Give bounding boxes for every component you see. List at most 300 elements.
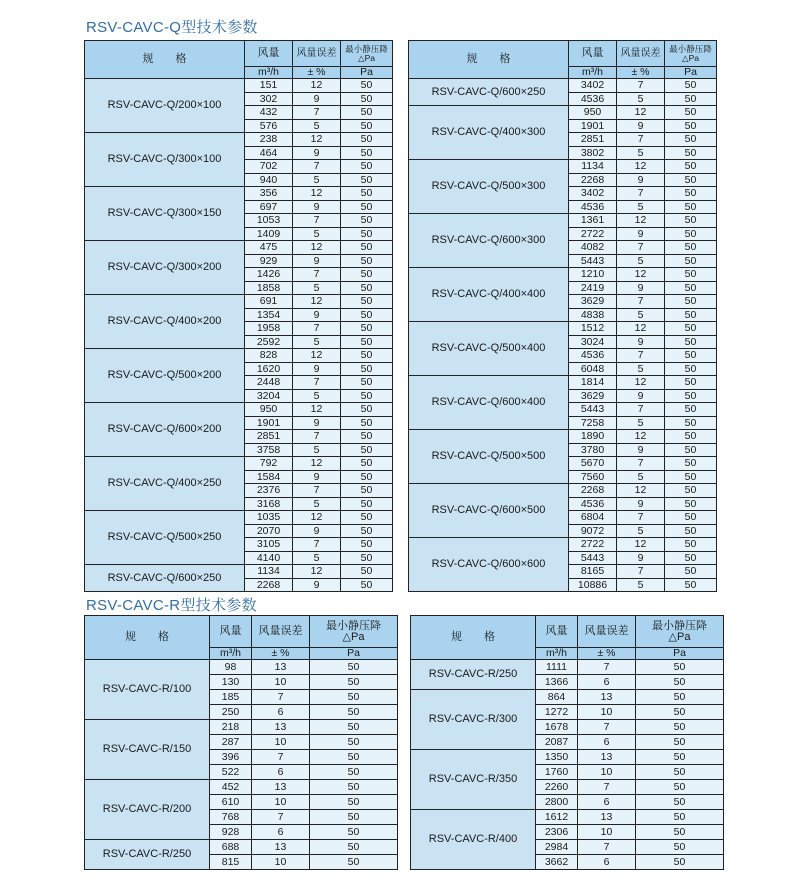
flow-cell: 1760 (536, 765, 578, 780)
spec-cell: RSV-CAVC-Q/500×300 (409, 160, 569, 214)
flow-cell: 1426 (245, 268, 293, 282)
flow-cell: 2800 (536, 795, 578, 810)
error-header: 风量误差 (617, 41, 665, 67)
pressure-cell: 50 (341, 79, 393, 93)
flow-cell: 3802 (569, 146, 617, 160)
pressure-cell: 50 (636, 690, 724, 705)
table-row (409, 160, 717, 174)
error-cell: 12 (617, 106, 665, 120)
pressure-cell: 50 (665, 416, 717, 430)
pressure-cell: 50 (310, 660, 398, 675)
error-cell: 12 (617, 214, 665, 228)
pressure-cell: 50 (636, 765, 724, 780)
flow-cell: 1958 (245, 322, 293, 336)
spec-cell: RSV-CAVC-Q/600×200 (85, 403, 245, 457)
pressure-header: 最小静压降 △Pa (665, 41, 717, 67)
error-cell: 9 (293, 470, 341, 484)
pressure-cell: 50 (341, 227, 393, 241)
table-row (85, 780, 398, 795)
flow-cell: 452 (210, 780, 252, 795)
pressure-cell: 50 (341, 335, 393, 349)
flow-cell: 6048 (569, 362, 617, 376)
r-spec-table (410, 615, 724, 870)
pressure-cell: 50 (665, 200, 717, 214)
table-row (409, 214, 717, 228)
flow-cell: 3204 (245, 389, 293, 403)
flow-cell: 1361 (569, 214, 617, 228)
error-cell: 7 (578, 780, 636, 795)
table-row (409, 538, 717, 552)
table-row (409, 79, 717, 93)
error-cell: 5 (617, 200, 665, 214)
error-cell: 9 (293, 308, 341, 322)
pressure-cell: 50 (341, 578, 393, 592)
error-cell: 9 (617, 443, 665, 457)
error-cell: 5 (617, 578, 665, 592)
pressure-cell: 50 (310, 735, 398, 750)
error-cell: 7 (578, 840, 636, 855)
flow-cell: 1134 (245, 565, 293, 579)
flow-cell: 792 (245, 457, 293, 471)
table-row (85, 720, 398, 735)
pressure-cell: 50 (665, 308, 717, 322)
pressure-cell: 50 (341, 389, 393, 403)
error-cell: 12 (617, 430, 665, 444)
error-cell: 5 (617, 254, 665, 268)
error-cell: 5 (293, 173, 341, 187)
pressure-cell: 50 (636, 795, 724, 810)
table-row (85, 241, 393, 255)
pressure-cell: 50 (665, 322, 717, 336)
error-cell: 6 (578, 855, 636, 870)
spec-cell: RSV-CAVC-Q/400×250 (85, 457, 245, 511)
table-row (409, 430, 717, 444)
pressure-cell: 50 (665, 227, 717, 241)
pressure-cell: 50 (636, 735, 724, 750)
flow-cell: 3758 (245, 443, 293, 457)
pressure-cell: 50 (665, 295, 717, 309)
spec-cell: RSV-CAVC-R/100 (85, 660, 210, 720)
flow-cell: 3402 (569, 79, 617, 93)
error-cell: 6 (578, 795, 636, 810)
spec-cell: RSV-CAVC-Q/400×400 (409, 268, 569, 322)
flow-cell: 250 (210, 705, 252, 720)
pressure-cell: 50 (665, 457, 717, 471)
error-cell: 10 (252, 795, 310, 810)
pressure-cell: 50 (636, 720, 724, 735)
flow-cell: 3024 (569, 335, 617, 349)
flow-cell: 2722 (569, 227, 617, 241)
error-cell: 10 (252, 735, 310, 750)
flow-header: 风量 (536, 616, 578, 648)
pressure-cell: 50 (665, 376, 717, 390)
pressure-cell: 50 (341, 349, 393, 363)
pressure-cell: 50 (341, 430, 393, 444)
flow-cell: 464 (245, 146, 293, 160)
error-cell: 12 (617, 376, 665, 390)
flow-cell: 2722 (569, 538, 617, 552)
spec-header: 规 格 (411, 616, 536, 660)
error-cell: 9 (617, 173, 665, 187)
pressure-cell: 50 (665, 173, 717, 187)
flow-unit: m³/h (536, 648, 578, 660)
spec-cell: RSV-CAVC-R/150 (85, 720, 210, 780)
flow-cell: 2070 (245, 524, 293, 538)
flow-cell: 3629 (569, 295, 617, 309)
table-row (411, 750, 724, 765)
error-cell: 5 (617, 308, 665, 322)
flow-cell: 929 (245, 254, 293, 268)
flow-cell: 1890 (569, 430, 617, 444)
flow-cell: 98 (210, 660, 252, 675)
table-row (409, 376, 717, 390)
error-cell: 5 (293, 443, 341, 457)
pressure-cell: 50 (310, 765, 398, 780)
pressure-cell: 50 (310, 795, 398, 810)
spec-header: 规 格 (409, 41, 569, 79)
pressure-cell: 50 (310, 690, 398, 705)
pressure-cell: 50 (341, 511, 393, 525)
pressure-cell: 50 (665, 551, 717, 565)
flow-cell: 2419 (569, 281, 617, 295)
pressure-cell: 50 (665, 349, 717, 363)
q-table-right (408, 40, 717, 592)
spec-cell: RSV-CAVC-Q/400×200 (85, 295, 245, 349)
pressure-cell: 50 (310, 720, 398, 735)
flow-cell: 1210 (569, 268, 617, 282)
error-cell: 5 (293, 227, 341, 241)
pressure-cell: 50 (341, 538, 393, 552)
pressure-cell: 50 (665, 281, 717, 295)
error-cell: 12 (293, 295, 341, 309)
error-cell: 9 (293, 200, 341, 214)
pressure-unit: Pa (665, 67, 717, 79)
flow-cell: 5670 (569, 457, 617, 471)
flow-cell: 1901 (245, 416, 293, 430)
pressure-cell: 50 (310, 840, 398, 855)
spec-cell: RSV-CAVC-Q/500×200 (85, 349, 245, 403)
flow-cell: 768 (210, 810, 252, 825)
flow-cell: 2851 (245, 430, 293, 444)
pressure-cell: 50 (665, 470, 717, 484)
pressure-cell: 50 (665, 335, 717, 349)
flow-cell: 3629 (569, 389, 617, 403)
error-cell: 5 (617, 416, 665, 430)
table-row (411, 690, 724, 705)
pressure-cell: 50 (636, 705, 724, 720)
flow-cell: 10886 (569, 578, 617, 592)
table-row (85, 349, 393, 363)
error-cell: 6 (578, 735, 636, 750)
error-cell: 5 (617, 362, 665, 376)
pressure-cell: 50 (341, 565, 393, 579)
flow-cell: 1814 (569, 376, 617, 390)
r-table-left (84, 615, 398, 870)
spec-cell: RSV-CAVC-R/300 (411, 690, 536, 750)
error-cell: 5 (617, 470, 665, 484)
error-cell: 12 (293, 511, 341, 525)
table-row (409, 484, 717, 498)
pressure-cell: 50 (636, 660, 724, 675)
pressure-cell: 50 (665, 565, 717, 579)
spec-cell: RSV-CAVC-Q/600×250 (85, 565, 245, 592)
error-unit: ± % (578, 648, 636, 660)
table-row (85, 133, 393, 147)
error-cell: 7 (293, 106, 341, 120)
flow-cell: 2268 (569, 173, 617, 187)
flow-cell: 432 (245, 106, 293, 120)
flow-cell: 1409 (245, 227, 293, 241)
error-cell: 7 (293, 538, 341, 552)
pressure-cell: 50 (310, 675, 398, 690)
spec-cell: RSV-CAVC-R/200 (85, 780, 210, 840)
error-header: 风量误差 (252, 616, 310, 648)
pressure-cell: 50 (310, 750, 398, 765)
flow-cell: 151 (245, 79, 293, 93)
pressure-cell: 50 (665, 443, 717, 457)
flow-cell: 2851 (569, 133, 617, 147)
error-header: 风量误差 (293, 41, 341, 67)
spec-header: 规 格 (85, 41, 245, 79)
pressure-cell: 50 (665, 403, 717, 417)
spec-cell: RSV-CAVC-Q/600×250 (409, 79, 569, 106)
table-row (85, 187, 393, 201)
spec-cell: RSV-CAVC-Q/600×400 (409, 376, 569, 430)
flow-cell: 697 (245, 200, 293, 214)
table-row (85, 565, 393, 579)
flow-cell: 1366 (536, 675, 578, 690)
error-cell: 9 (617, 227, 665, 241)
error-cell: 7 (617, 511, 665, 525)
pressure-cell: 50 (341, 254, 393, 268)
flow-cell: 1584 (245, 470, 293, 484)
pressure-cell: 50 (310, 825, 398, 840)
flow-cell: 688 (210, 840, 252, 855)
pressure-cell: 50 (665, 254, 717, 268)
error-cell: 10 (252, 855, 310, 870)
error-cell: 6 (252, 825, 310, 840)
flow-cell: 1512 (569, 322, 617, 336)
pressure-cell: 50 (341, 322, 393, 336)
pressure-cell: 50 (341, 146, 393, 160)
r-table-right (410, 615, 724, 870)
pressure-cell: 50 (665, 430, 717, 444)
pressure-cell: 50 (665, 106, 717, 120)
pressure-cell: 50 (665, 214, 717, 228)
error-cell: 12 (293, 349, 341, 363)
flow-cell: 6804 (569, 511, 617, 525)
flow-cell: 702 (245, 160, 293, 174)
table-row (85, 660, 398, 675)
error-cell: 12 (617, 160, 665, 174)
flow-cell: 3402 (569, 187, 617, 201)
flow-cell: 1134 (569, 160, 617, 174)
q-section-title: RSV-CAVC-Q型技术参数 (86, 19, 258, 36)
flow-cell: 4536 (569, 92, 617, 106)
pressure-cell: 50 (341, 484, 393, 498)
flow-cell: 864 (536, 690, 578, 705)
flow-cell: 1272 (536, 705, 578, 720)
spec-cell: RSV-CAVC-Q/500×500 (409, 430, 569, 484)
error-cell: 9 (617, 335, 665, 349)
pressure-cell: 50 (310, 855, 398, 870)
table-row (85, 457, 393, 471)
flow-unit: m³/h (569, 67, 617, 79)
table-row (409, 106, 717, 120)
error-cell: 10 (252, 675, 310, 690)
error-cell: 7 (252, 810, 310, 825)
table-row (409, 322, 717, 336)
flow-cell: 2592 (245, 335, 293, 349)
error-cell: 9 (617, 119, 665, 133)
pressure-cell: 50 (665, 92, 717, 106)
error-cell: 10 (578, 825, 636, 840)
flow-cell: 8165 (569, 565, 617, 579)
pressure-cell: 50 (665, 497, 717, 511)
pressure-unit: Pa (636, 648, 724, 660)
error-cell: 12 (617, 268, 665, 282)
pressure-cell: 50 (665, 160, 717, 174)
error-cell: 7 (252, 690, 310, 705)
error-cell: 5 (617, 524, 665, 538)
pressure-cell: 50 (341, 281, 393, 295)
error-cell: 7 (293, 214, 341, 228)
pressure-cell: 50 (341, 551, 393, 565)
flow-cell: 940 (245, 173, 293, 187)
error-cell: 7 (617, 241, 665, 255)
error-cell: 7 (617, 457, 665, 471)
pressure-cell: 50 (341, 173, 393, 187)
pressure-cell: 50 (665, 511, 717, 525)
error-cell: 6 (252, 765, 310, 780)
pressure-header: 最小静压降 △Pa (310, 616, 398, 648)
error-cell: 9 (293, 362, 341, 376)
error-cell: 12 (293, 79, 341, 93)
flow-cell: 4536 (569, 497, 617, 511)
error-cell: 13 (252, 780, 310, 795)
error-cell: 7 (293, 484, 341, 498)
error-cell: 13 (578, 690, 636, 705)
flow-unit: m³/h (210, 648, 252, 660)
pressure-cell: 50 (665, 524, 717, 538)
flow-cell: 1354 (245, 308, 293, 322)
flow-cell: 5443 (569, 254, 617, 268)
pressure-cell: 50 (341, 470, 393, 484)
table-row (85, 511, 393, 525)
flow-header: 风量 (569, 41, 617, 67)
pressure-cell: 50 (341, 241, 393, 255)
flow-cell: 5443 (569, 403, 617, 417)
flow-cell: 4140 (245, 551, 293, 565)
pressure-cell: 50 (665, 389, 717, 403)
flow-cell: 1612 (536, 810, 578, 825)
error-cell: 12 (293, 565, 341, 579)
pressure-cell: 50 (341, 92, 393, 106)
flow-cell: 815 (210, 855, 252, 870)
table-row (411, 660, 724, 675)
flow-header: 风量 (210, 616, 252, 648)
pressure-cell: 50 (665, 578, 717, 592)
pressure-cell: 50 (665, 79, 717, 93)
pressure-cell: 50 (341, 497, 393, 511)
error-cell: 7 (617, 187, 665, 201)
error-cell: 5 (293, 281, 341, 295)
pressure-cell: 50 (341, 119, 393, 133)
pressure-cell: 50 (636, 855, 724, 870)
pressure-cell: 50 (341, 362, 393, 376)
error-cell: 9 (617, 551, 665, 565)
error-cell: 9 (617, 497, 665, 511)
error-header: 风量误差 (578, 616, 636, 648)
error-cell: 12 (617, 538, 665, 552)
error-cell: 7 (293, 268, 341, 282)
error-cell: 13 (252, 720, 310, 735)
flow-cell: 9072 (569, 524, 617, 538)
error-cell: 10 (578, 705, 636, 720)
pressure-cell: 50 (665, 268, 717, 282)
error-cell: 5 (293, 119, 341, 133)
pressure-cell: 50 (310, 705, 398, 720)
flow-cell: 3662 (536, 855, 578, 870)
pressure-cell: 50 (341, 187, 393, 201)
pressure-cell: 50 (636, 675, 724, 690)
flow-cell: 691 (245, 295, 293, 309)
q-table-left (84, 40, 393, 592)
error-cell: 5 (293, 497, 341, 511)
flow-cell: 1858 (245, 281, 293, 295)
error-cell: 7 (293, 160, 341, 174)
error-cell: 7 (617, 403, 665, 417)
error-cell: 9 (293, 524, 341, 538)
flow-cell: 950 (569, 106, 617, 120)
pressure-cell: 50 (636, 810, 724, 825)
error-cell: 9 (617, 281, 665, 295)
q-spec-table (408, 40, 717, 592)
error-cell: 9 (293, 92, 341, 106)
error-cell: 13 (578, 750, 636, 765)
flow-cell: 1901 (569, 119, 617, 133)
table-row (85, 403, 393, 417)
error-cell: 7 (578, 720, 636, 735)
error-cell: 12 (293, 457, 341, 471)
header-row (85, 616, 398, 648)
error-cell: 7 (293, 322, 341, 336)
spec-cell: RSV-CAVC-R/250 (85, 840, 210, 870)
flow-header: 风量 (245, 41, 293, 67)
error-cell: 13 (578, 810, 636, 825)
pressure-cell: 50 (341, 416, 393, 430)
flow-cell: 950 (245, 403, 293, 417)
flow-cell: 3780 (569, 443, 617, 457)
error-cell: 7 (617, 295, 665, 309)
flow-cell: 7560 (569, 470, 617, 484)
error-cell: 9 (293, 416, 341, 430)
spec-cell: RSV-CAVC-R/250 (411, 660, 536, 690)
flow-cell: 396 (210, 750, 252, 765)
pressure-cell: 50 (341, 268, 393, 282)
error-cell: 6 (578, 675, 636, 690)
flow-cell: 4536 (569, 200, 617, 214)
flow-cell: 828 (245, 349, 293, 363)
error-cell: 5 (617, 146, 665, 160)
error-cell: 12 (617, 322, 665, 336)
flow-cell: 1111 (536, 660, 578, 675)
error-cell: 7 (617, 79, 665, 93)
error-cell: 6 (252, 705, 310, 720)
flow-cell: 302 (245, 92, 293, 106)
flow-cell: 3105 (245, 538, 293, 552)
error-cell: 7 (252, 750, 310, 765)
